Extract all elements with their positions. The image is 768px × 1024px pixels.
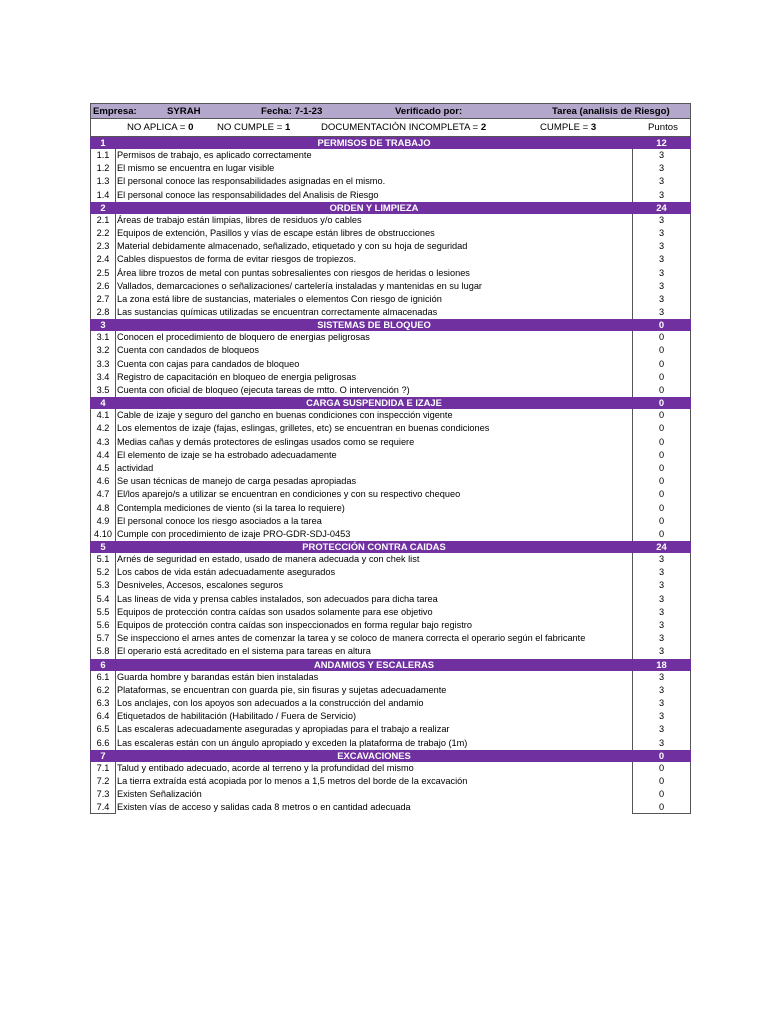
item-number: 7.4 bbox=[90, 801, 116, 814]
item-text: El/los aparejo/s a utilizar se encuentran en condiciones y con su respectivo chequeo bbox=[117, 489, 461, 500]
item-number: 1.2 bbox=[90, 162, 116, 175]
item-text: Las sustancias químicas utilizadas se encuentran correctamente almacenadas bbox=[117, 307, 438, 318]
checklist-item bbox=[90, 253, 691, 266]
checklist-item bbox=[90, 502, 691, 515]
item-points: 0 bbox=[632, 371, 691, 384]
section-title: CARGA SUSPENDIDA E IZAJE bbox=[306, 397, 442, 409]
item-number: 4.4 bbox=[90, 449, 116, 462]
checklist-item bbox=[90, 723, 691, 736]
item-number: 5.8 bbox=[90, 645, 116, 658]
item-points: 0 bbox=[632, 488, 691, 501]
section-number: 1 bbox=[100, 137, 106, 148]
item-text: Se inspecciono el arnes antes de comenzar la tarea y se coloco de manera correcta el operario según el fabricante bbox=[117, 633, 586, 644]
section-number: 3 bbox=[100, 319, 106, 331]
item-points: 0 bbox=[632, 502, 691, 515]
fecha-label: Fecha: 7-1-23 bbox=[261, 106, 323, 117]
item-number: 4.7 bbox=[90, 488, 116, 501]
item-text: Material debidamente almacenado, señalizado, etiquetado y con su hoja de seguridad bbox=[117, 241, 468, 252]
checklist-item bbox=[90, 358, 691, 371]
section-title: PERMISOS DE TRABAJO bbox=[317, 137, 431, 148]
item-text: Etiquetados de habilitación (Habilitado / Fuera de Servicio) bbox=[117, 711, 357, 722]
header-row bbox=[90, 103, 691, 119]
tarea-label: Tarea (analisis de Riesgo) bbox=[552, 106, 670, 117]
item-number: 6.6 bbox=[90, 737, 116, 750]
item-text: Permisos de trabajo, es aplicado correctamente bbox=[117, 150, 312, 160]
item-text: Cables dispuestos de forma de evitar riesgos de tropiezos. bbox=[117, 254, 357, 265]
item-number: 3.1 bbox=[90, 331, 116, 344]
checklist-item bbox=[90, 384, 691, 397]
item-points: 3 bbox=[632, 306, 691, 319]
item-text: Registro de capacitación en bloqueo de energia peligrosas bbox=[117, 371, 357, 382]
item-points: 0 bbox=[632, 436, 691, 449]
item-number: 5.7 bbox=[90, 632, 116, 645]
checklist-item bbox=[90, 566, 691, 579]
section-number: 6 bbox=[100, 658, 106, 670]
section-header bbox=[90, 319, 691, 331]
legend-no-cumple: NO CUMPLE = 1 bbox=[217, 122, 291, 133]
item-points: 0 bbox=[632, 775, 691, 788]
item-text: Los cabos de vida están adecuadamente asegurados bbox=[117, 567, 336, 578]
item-text: El elemento de izaje se ha estrobado adecuadamente bbox=[117, 449, 337, 460]
item-points: 3 bbox=[632, 267, 691, 280]
checklist-item bbox=[90, 436, 691, 449]
item-points: 3 bbox=[632, 227, 691, 240]
item-number: 7.1 bbox=[90, 762, 116, 775]
checklist-item bbox=[90, 737, 691, 750]
checklist-item bbox=[90, 697, 691, 710]
item-text: Equipos de protección contra caídas son usados solamente para ese objetivo bbox=[117, 606, 433, 617]
checklist-item bbox=[90, 306, 691, 319]
section-points: 18 bbox=[656, 658, 667, 670]
section-header bbox=[90, 137, 691, 149]
checklist-item bbox=[90, 293, 691, 306]
legend-cumple: CUMPLE = 3 bbox=[540, 122, 597, 133]
item-text: La tierra extraída está acopiada por lo menos a 1,5 metros del borde de la excavación bbox=[117, 775, 468, 786]
item-text: Medias cañas y demás protectores de eslingas usados como se requiere bbox=[117, 436, 415, 447]
item-text: Desniveles, Accesos, escalones seguros bbox=[117, 580, 283, 591]
item-number: 7.2 bbox=[90, 775, 116, 788]
checklist-item bbox=[90, 280, 691, 293]
item-text: El operario está acreditado en el sistema para tareas en altura bbox=[117, 646, 371, 657]
item-number: 4.2 bbox=[90, 422, 116, 435]
checklist-item bbox=[90, 371, 691, 384]
item-number: 5.6 bbox=[90, 619, 116, 632]
checklist-item bbox=[90, 606, 691, 619]
checklist-item bbox=[90, 762, 691, 775]
item-text: El mismo se encuentra en lugar visible bbox=[117, 163, 275, 174]
section-title: ANDAMIOS Y ESCALERAS bbox=[314, 658, 434, 670]
legend-doc-incompleta: DOCUMENTACIÒN INCOMPLETA = 2 bbox=[321, 122, 487, 133]
section-header bbox=[90, 397, 691, 409]
empresa-value: SYRAH bbox=[167, 106, 201, 117]
item-points: 3 bbox=[632, 175, 691, 188]
section-points: 12 bbox=[656, 137, 667, 148]
section-number: 7 bbox=[100, 749, 106, 761]
section-points: 0 bbox=[658, 397, 665, 409]
item-text: Arnés de seguridad en estado, usado de manera adecuada y con chek list bbox=[117, 554, 420, 565]
item-number: 4.10 bbox=[90, 528, 116, 541]
item-points: 3 bbox=[632, 645, 691, 658]
checklist-item bbox=[90, 462, 691, 475]
item-text: Área libre trozos de metal con puntas sobresalientes con riesgos de heridas o lesiones bbox=[117, 267, 470, 278]
item-number: 6.2 bbox=[90, 684, 116, 697]
item-number: 3.3 bbox=[90, 358, 116, 371]
section-title: EXCAVACIONES bbox=[337, 749, 411, 761]
legend-no-aplica: NO APLICA = 0 bbox=[127, 122, 194, 133]
section-header bbox=[90, 659, 691, 671]
checklist-item bbox=[90, 149, 691, 162]
item-text: Existen vías de acceso y salidas cada 8 metros o en cantidad adecuada bbox=[117, 802, 411, 813]
item-points: 3 bbox=[632, 280, 691, 293]
section-title: ORDEN Y LIMPIEZA bbox=[329, 201, 419, 213]
checklist-item bbox=[90, 593, 691, 606]
checklist-item bbox=[90, 422, 691, 435]
item-points: 0 bbox=[632, 409, 691, 422]
item-points: 3 bbox=[632, 710, 691, 723]
item-points: 0 bbox=[632, 788, 691, 801]
checklist-item bbox=[90, 801, 691, 814]
checklist-item bbox=[90, 619, 691, 632]
item-number: 4.6 bbox=[90, 475, 116, 488]
item-text: actividad bbox=[117, 462, 154, 473]
item-number: 6.5 bbox=[90, 723, 116, 736]
checklist-item bbox=[90, 267, 691, 280]
item-points: 3 bbox=[632, 293, 691, 306]
item-text: El personal conoce los riesgo asociados a la tarea bbox=[117, 515, 322, 526]
item-points: 3 bbox=[632, 697, 691, 710]
item-text: Cumple con procedimiento de izaje PRO-GDR-SDJ-0453 bbox=[117, 528, 351, 539]
item-points: 0 bbox=[632, 344, 691, 357]
item-points: 3 bbox=[632, 579, 691, 592]
item-points: 3 bbox=[632, 553, 691, 566]
item-points: 3 bbox=[632, 214, 691, 227]
item-text: El personal conoce las responsabilidades del Analisis de Riesgo bbox=[117, 189, 379, 200]
item-number: 1.1 bbox=[90, 149, 116, 162]
checklist-item bbox=[90, 162, 691, 175]
item-number: 2.6 bbox=[90, 280, 116, 293]
item-text: Cable de izaje y seguro del gancho en buenas condiciones con inspección vigente bbox=[117, 410, 453, 421]
item-text: El personal conoce las responsabilidades asignadas en el mismo. bbox=[117, 176, 386, 187]
section-title: SISTEMAS DE BLOQUEO bbox=[317, 319, 431, 331]
item-text: Los anclajes, con los apoyos son adecuados a la construcción del andamio bbox=[117, 697, 424, 708]
checklist-sheet bbox=[90, 103, 691, 814]
verificado-label: Verificado por: bbox=[395, 106, 463, 117]
item-text: Guarda hombre y barandas están bien instaladas bbox=[117, 671, 319, 682]
item-number: 4.1 bbox=[90, 409, 116, 422]
checklist-item bbox=[90, 775, 691, 788]
item-points: 0 bbox=[632, 462, 691, 475]
item-points: 0 bbox=[632, 801, 691, 814]
item-number: 4.5 bbox=[90, 462, 116, 475]
section-header bbox=[90, 202, 691, 214]
legend-row bbox=[90, 119, 691, 137]
item-text: Las escaleras adecuadamente aseguradas y apropiadas para el trabajo a realizar bbox=[117, 724, 450, 735]
item-number: 6.1 bbox=[90, 671, 116, 684]
checklist-item bbox=[90, 475, 691, 488]
item-text: Las lineas de vida y prensa cables instalados, son adecuados para dicha tarea bbox=[117, 593, 438, 604]
checklist-item bbox=[90, 645, 691, 658]
checklist-item bbox=[90, 331, 691, 344]
section-header bbox=[90, 541, 691, 553]
checklist-item bbox=[90, 214, 691, 227]
item-text: Equipos de protección contra caídas son inspeccionados en forma regular bajo registro bbox=[117, 620, 472, 630]
item-points: 0 bbox=[632, 528, 691, 541]
section-points: 0 bbox=[658, 749, 665, 761]
checklist-item bbox=[90, 488, 691, 501]
item-number: 2.7 bbox=[90, 293, 116, 306]
item-number: 3.4 bbox=[90, 371, 116, 384]
item-text: Existen Señalización bbox=[117, 789, 202, 800]
section-number: 4 bbox=[100, 397, 106, 409]
item-points: 3 bbox=[632, 240, 691, 253]
item-points: 3 bbox=[632, 619, 691, 632]
checklist-item bbox=[90, 189, 691, 202]
item-text: Talud y entibado adecuado, acorde al terreno y la profundidad del mismo bbox=[117, 762, 414, 773]
item-text: Conocen el procedimiento de bloquero de energias peligrosas bbox=[117, 332, 370, 343]
item-points: 3 bbox=[632, 253, 691, 266]
item-number: 6.4 bbox=[90, 710, 116, 723]
item-text: La zona está libre de sustancias, materiales o elementos Con riesgo de ignición bbox=[117, 293, 442, 304]
checklist-item bbox=[90, 240, 691, 253]
item-points: 3 bbox=[632, 671, 691, 684]
empresa-label: Empresa: bbox=[93, 106, 137, 117]
item-number: 5.3 bbox=[90, 579, 116, 592]
checklist-item bbox=[90, 553, 691, 566]
item-points: 0 bbox=[632, 762, 691, 775]
item-points: 3 bbox=[632, 684, 691, 697]
item-points: 3 bbox=[632, 149, 691, 162]
item-points: 0 bbox=[632, 449, 691, 462]
item-text: Vallados, demarcaciones o señalizaciones/ cartelería instaladas y mantenidas en su lugar bbox=[117, 280, 482, 291]
checklist-item bbox=[90, 175, 691, 188]
checklist-item bbox=[90, 409, 691, 422]
checklist-item bbox=[90, 579, 691, 592]
item-number: 4.3 bbox=[90, 436, 116, 449]
section-points: 24 bbox=[656, 201, 667, 213]
item-points: 3 bbox=[632, 593, 691, 606]
item-points: 3 bbox=[632, 162, 691, 175]
item-text: Plataformas, se encuentran con guarda pie, sin fisuras y sujetas adecuadamente bbox=[117, 684, 447, 695]
checklist-item bbox=[90, 528, 691, 541]
item-text: Se usan técnicas de manejo de carga pesadas apropiadas bbox=[117, 476, 357, 487]
item-number: 2.3 bbox=[90, 240, 116, 253]
checklist-item bbox=[90, 632, 691, 645]
item-number: 2.5 bbox=[90, 267, 116, 280]
item-text: Contempla mediciones de viento (si la tarea lo requiere) bbox=[117, 502, 345, 513]
item-number: 2.2 bbox=[90, 227, 116, 240]
item-number: 4.9 bbox=[90, 515, 116, 528]
item-number: 1.4 bbox=[90, 189, 116, 202]
item-points: 0 bbox=[632, 331, 691, 344]
item-text: Áreas de trabajo están limpias, libres de residuos y/o cables bbox=[117, 214, 362, 225]
item-number: 2.1 bbox=[90, 214, 116, 227]
puntos-header: Puntos bbox=[648, 122, 678, 133]
section-title: PROTECCIÓN CONTRA CAIDAS bbox=[302, 541, 446, 553]
item-points: 0 bbox=[632, 422, 691, 435]
item-number: 5.2 bbox=[90, 566, 116, 579]
item-points: 3 bbox=[632, 189, 691, 202]
item-text: Equipos de extención, Pasillos y vías de escape están libres de obstrucciones bbox=[117, 227, 435, 238]
item-number: 1.3 bbox=[90, 175, 116, 188]
checklist-rows bbox=[90, 137, 691, 814]
checklist-item bbox=[90, 449, 691, 462]
section-number: 2 bbox=[100, 201, 106, 213]
item-points: 3 bbox=[632, 723, 691, 736]
item-points: 0 bbox=[632, 515, 691, 528]
item-number: 7.3 bbox=[90, 788, 116, 801]
item-points: 0 bbox=[632, 384, 691, 397]
item-number: 5.5 bbox=[90, 606, 116, 619]
checklist-item bbox=[90, 788, 691, 801]
item-number: 4.8 bbox=[90, 502, 116, 515]
checklist-item bbox=[90, 227, 691, 240]
item-number: 2.8 bbox=[90, 306, 116, 319]
item-points: 0 bbox=[632, 475, 691, 488]
item-points: 3 bbox=[632, 566, 691, 579]
section-number: 5 bbox=[100, 541, 106, 553]
item-text: Cuenta con cajas para candados de bloqueo bbox=[117, 358, 300, 369]
checklist-item bbox=[90, 684, 691, 697]
item-number: 5.4 bbox=[90, 593, 116, 606]
item-points: 3 bbox=[632, 632, 691, 645]
checklist-item bbox=[90, 671, 691, 684]
item-text: Los elementos de izaje (fajas, eslingas, grilletes, etc) se encuentran en buenas condiciones bbox=[117, 423, 490, 434]
checklist-item bbox=[90, 515, 691, 528]
item-points: 3 bbox=[632, 737, 691, 750]
item-number: 3.5 bbox=[90, 384, 116, 397]
section-points: 0 bbox=[658, 319, 665, 331]
item-text: Cuenta con oficial de bloqueo (ejecuta tareas de mtto. O intervención ?) bbox=[117, 385, 410, 395]
item-number: 5.1 bbox=[90, 553, 116, 566]
item-number: 3.2 bbox=[90, 344, 116, 357]
item-text: Las escaleras están con un ángulo apropiado y exceden la plataforma de trabajo (1m) bbox=[117, 737, 468, 748]
item-points: 3 bbox=[632, 606, 691, 619]
item-number: 2.4 bbox=[90, 253, 116, 266]
section-points: 24 bbox=[656, 541, 667, 553]
checklist-item bbox=[90, 710, 691, 723]
section-header bbox=[90, 750, 691, 762]
item-text: Cuenta con candados de bloqueos bbox=[117, 345, 260, 356]
checklist-item bbox=[90, 344, 691, 357]
item-points: 0 bbox=[632, 358, 691, 371]
item-number: 6.3 bbox=[90, 697, 116, 710]
